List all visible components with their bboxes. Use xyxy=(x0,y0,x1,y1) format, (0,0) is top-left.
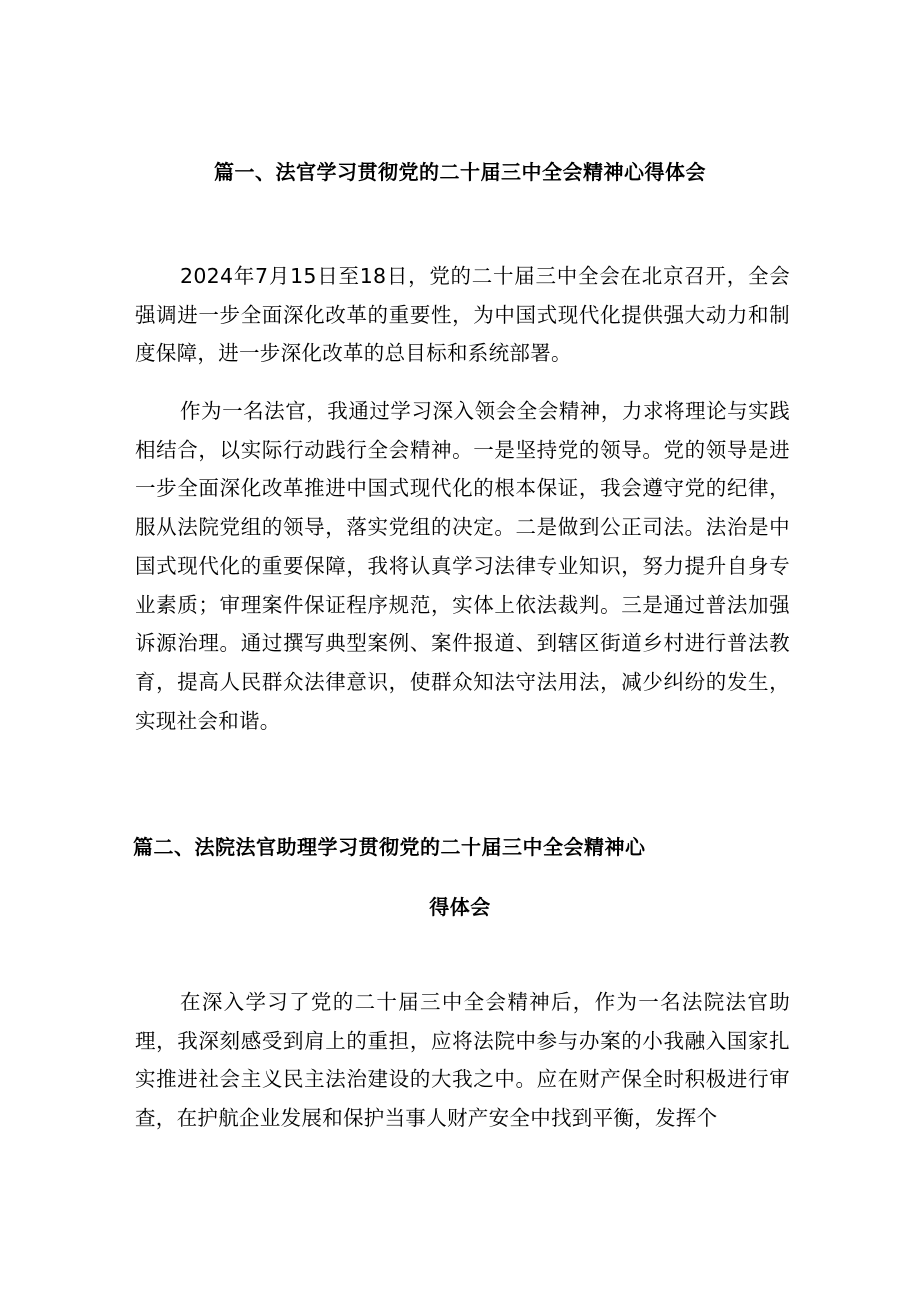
section2-title-line1: 篇二、法院法官助理学习贯彻党的二十届三中全会精神心 xyxy=(133,835,646,859)
section2-title-line2: 得体会 xyxy=(429,895,491,919)
section2-paragraph-1: 在深入学习了党的二十届三中全会精神后，作为一名法院法官助理，我深刻感受到肩上的重担，应将法院中参与办案的小我融入国家扎实推进社会主义民主法治建设的大我之中。应在财产保全时积极进行审查，在护航企业发展和保护当事人财产安全中找到平衡，发挥个 xyxy=(135,990,790,1131)
section1-paragraph-2: 作为一名法官，我通过学习深入领会全会精神，力求将理论与实践相结合，以实际行动践行全会精神。一是坚持党的领导。党的领导是进一步全面深化改革推进中国式现代化的根本保证，我会遵守党的纪律，服从法院党组的领导，落实党组的决定。二是做到公正司法。法治是中国式现代化的重要保障，我将认真学习法律专业知识，努力提升自身专业素质；审理案件保证程序规范，实体上依法裁判。三是通过普法加强诉源治理。通过撰写典型案例、案件报道、到辖区街道乡村进行普法教育，提高人民群众法律意识，使群众知法守法用法，减少纠纷的发生，实现社会和谐。 xyxy=(135,399,790,733)
section1-paragraph-1: 2024年7月15日至18日，党的二十届三中全会在北京召开，全会强调进一步全面深化改革的重要性，为中国式现代化提供强大动力和制度保障，进一步深化改革的总目标和系统部署。 xyxy=(135,264,790,366)
section1-title: 篇一、法官学习贯彻党的二十届三中全会精神心得体会 xyxy=(214,160,706,184)
